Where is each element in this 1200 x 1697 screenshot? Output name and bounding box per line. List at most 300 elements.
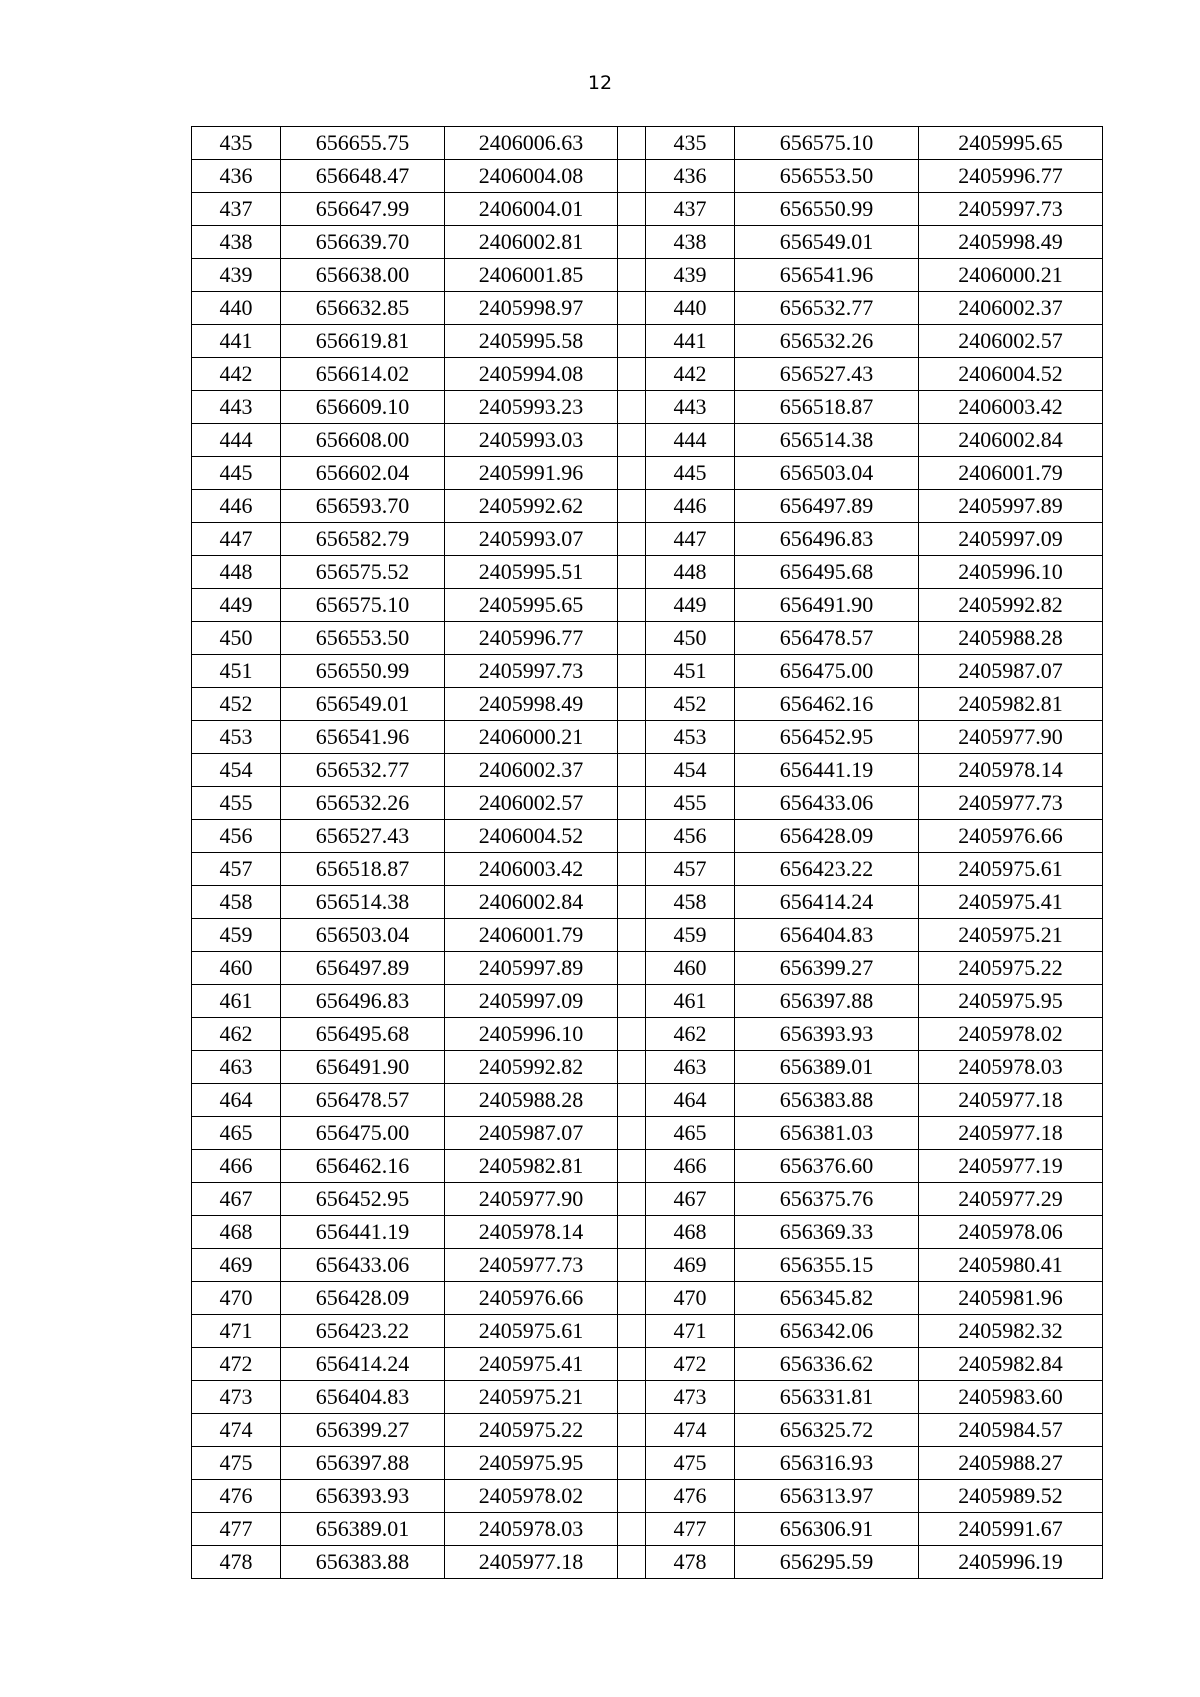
right-y-coordinate-cell: 2406002.37 [919,292,1103,325]
right-point-number-cell: 469 [646,1249,735,1282]
spacer-cell [618,919,646,952]
left-x-coordinate-cell: 656532.26 [281,787,445,820]
left-x-coordinate-cell: 656532.77 [281,754,445,787]
right-y-coordinate-cell: 2405989.52 [919,1480,1103,1513]
right-point-number-cell: 449 [646,589,735,622]
right-y-coordinate-cell: 2405975.61 [919,853,1103,886]
right-y-coordinate-cell: 2405977.19 [919,1150,1103,1183]
spacer-cell [618,787,646,820]
table-row [192,919,1103,952]
left-x-coordinate-cell: 656575.10 [281,589,445,622]
right-point-number-cell: 461 [646,985,735,1018]
left-y-coordinate-cell: 2405998.49 [445,688,618,721]
right-x-coordinate-cell: 656491.90 [735,589,919,622]
right-point-number-cell: 436 [646,160,735,193]
left-x-coordinate-cell: 656647.99 [281,193,445,226]
right-y-coordinate-cell: 2406001.79 [919,457,1103,490]
left-x-coordinate-cell: 656503.04 [281,919,445,952]
spacer-cell [618,1249,646,1282]
table-row [192,1216,1103,1249]
left-x-coordinate-cell: 656518.87 [281,853,445,886]
right-x-coordinate-cell: 656495.68 [735,556,919,589]
left-y-coordinate-cell: 2406002.57 [445,787,618,820]
left-point-number-cell: 463 [192,1051,281,1084]
right-x-coordinate-cell: 656550.99 [735,193,919,226]
right-x-coordinate-cell: 656514.38 [735,424,919,457]
right-point-number-cell: 447 [646,523,735,556]
right-point-number-cell: 459 [646,919,735,952]
right-point-number-cell: 475 [646,1447,735,1480]
left-x-coordinate-cell: 656428.09 [281,1282,445,1315]
left-point-number-cell: 456 [192,820,281,853]
left-x-coordinate-cell: 656475.00 [281,1117,445,1150]
left-point-number-cell: 477 [192,1513,281,1546]
table-row [192,589,1103,622]
right-y-coordinate-cell: 2405977.18 [919,1084,1103,1117]
right-y-coordinate-cell: 2405988.28 [919,622,1103,655]
left-y-coordinate-cell: 2405982.81 [445,1150,618,1183]
spacer-cell [618,292,646,325]
right-y-coordinate-cell: 2405977.73 [919,787,1103,820]
right-y-coordinate-cell: 2405983.60 [919,1381,1103,1414]
left-point-number-cell: 464 [192,1084,281,1117]
left-x-coordinate-cell: 656397.88 [281,1447,445,1480]
spacer-cell [618,490,646,523]
left-x-coordinate-cell: 656383.88 [281,1546,445,1579]
left-point-number-cell: 448 [192,556,281,589]
left-x-coordinate-cell: 656550.99 [281,655,445,688]
right-x-coordinate-cell: 656376.60 [735,1150,919,1183]
right-y-coordinate-cell: 2405998.49 [919,226,1103,259]
table-row [192,1513,1103,1546]
spacer-cell [618,325,646,358]
left-y-coordinate-cell: 2405977.90 [445,1183,618,1216]
left-x-coordinate-cell: 656478.57 [281,1084,445,1117]
right-point-number-cell: 451 [646,655,735,688]
right-y-coordinate-cell: 2405975.22 [919,952,1103,985]
left-point-number-cell: 447 [192,523,281,556]
left-point-number-cell: 441 [192,325,281,358]
left-x-coordinate-cell: 656655.75 [281,127,445,160]
spacer-cell [618,1546,646,1579]
table-row [192,754,1103,787]
left-x-coordinate-cell: 656393.93 [281,1480,445,1513]
right-y-coordinate-cell: 2405978.03 [919,1051,1103,1084]
right-point-number-cell: 435 [646,127,735,160]
right-y-coordinate-cell: 2406000.21 [919,259,1103,292]
left-y-coordinate-cell: 2406001.85 [445,259,618,292]
left-x-coordinate-cell: 656541.96 [281,721,445,754]
left-y-coordinate-cell: 2405975.95 [445,1447,618,1480]
right-y-coordinate-cell: 2405997.89 [919,490,1103,523]
right-y-coordinate-cell: 2406004.52 [919,358,1103,391]
right-y-coordinate-cell: 2405977.90 [919,721,1103,754]
table-row [192,556,1103,589]
left-point-number-cell: 475 [192,1447,281,1480]
right-x-coordinate-cell: 656414.24 [735,886,919,919]
left-y-coordinate-cell: 2405997.89 [445,952,618,985]
spacer-cell [618,754,646,787]
left-y-coordinate-cell: 2406000.21 [445,721,618,754]
right-y-coordinate-cell: 2405977.18 [919,1117,1103,1150]
right-y-coordinate-cell: 2405984.57 [919,1414,1103,1447]
table-row [192,655,1103,688]
right-y-coordinate-cell: 2405992.82 [919,589,1103,622]
right-x-coordinate-cell: 656518.87 [735,391,919,424]
right-point-number-cell: 463 [646,1051,735,1084]
right-point-number-cell: 455 [646,787,735,820]
table-row [192,721,1103,754]
left-x-coordinate-cell: 656433.06 [281,1249,445,1282]
left-x-coordinate-cell: 656609.10 [281,391,445,424]
left-y-coordinate-cell: 2406002.37 [445,754,618,787]
right-y-coordinate-cell: 2405997.09 [919,523,1103,556]
left-y-coordinate-cell: 2405978.14 [445,1216,618,1249]
right-point-number-cell: 442 [646,358,735,391]
left-point-number-cell: 478 [192,1546,281,1579]
left-y-coordinate-cell: 2405975.22 [445,1414,618,1447]
right-point-number-cell: 467 [646,1183,735,1216]
spacer-cell [618,127,646,160]
left-point-number-cell: 454 [192,754,281,787]
table-row [192,1414,1103,1447]
table-row [192,1183,1103,1216]
spacer-cell [618,1150,646,1183]
left-point-number-cell: 439 [192,259,281,292]
left-y-coordinate-cell: 2405993.07 [445,523,618,556]
left-y-coordinate-cell: 2405997.73 [445,655,618,688]
left-y-coordinate-cell: 2405996.77 [445,622,618,655]
table-row [192,226,1103,259]
right-point-number-cell: 446 [646,490,735,523]
table-row [192,523,1103,556]
right-point-number-cell: 448 [646,556,735,589]
table-row [192,160,1103,193]
table-row [192,1282,1103,1315]
left-y-coordinate-cell: 2405975.61 [445,1315,618,1348]
table-row [192,787,1103,820]
left-x-coordinate-cell: 656399.27 [281,1414,445,1447]
right-y-coordinate-cell: 2405980.41 [919,1249,1103,1282]
left-point-number-cell: 446 [192,490,281,523]
left-x-coordinate-cell: 656608.00 [281,424,445,457]
table-row [192,1447,1103,1480]
left-x-coordinate-cell: 656602.04 [281,457,445,490]
left-y-coordinate-cell: 2405988.28 [445,1084,618,1117]
right-x-coordinate-cell: 656532.26 [735,325,919,358]
left-point-number-cell: 470 [192,1282,281,1315]
left-point-number-cell: 462 [192,1018,281,1051]
left-point-number-cell: 457 [192,853,281,886]
right-point-number-cell: 462 [646,1018,735,1051]
spacer-cell [618,1513,646,1546]
table-row [192,1117,1103,1150]
right-point-number-cell: 456 [646,820,735,853]
right-y-coordinate-cell: 2405991.67 [919,1513,1103,1546]
right-x-coordinate-cell: 656478.57 [735,622,919,655]
spacer-cell [618,1348,646,1381]
right-y-coordinate-cell: 2405996.19 [919,1546,1103,1579]
spacer-cell [618,457,646,490]
right-x-coordinate-cell: 656295.59 [735,1546,919,1579]
left-y-coordinate-cell: 2405992.62 [445,490,618,523]
left-y-coordinate-cell: 2405976.66 [445,1282,618,1315]
right-x-coordinate-cell: 656575.10 [735,127,919,160]
right-x-coordinate-cell: 656389.01 [735,1051,919,1084]
table-row [192,886,1103,919]
left-point-number-cell: 465 [192,1117,281,1150]
spacer-cell [618,1381,646,1414]
right-x-coordinate-cell: 656452.95 [735,721,919,754]
left-point-number-cell: 453 [192,721,281,754]
right-x-coordinate-cell: 656549.01 [735,226,919,259]
left-x-coordinate-cell: 656423.22 [281,1315,445,1348]
table-row [192,193,1103,226]
table-row [192,985,1103,1018]
right-x-coordinate-cell: 656375.76 [735,1183,919,1216]
left-y-coordinate-cell: 2406006.63 [445,127,618,160]
right-x-coordinate-cell: 656497.89 [735,490,919,523]
right-x-coordinate-cell: 656369.33 [735,1216,919,1249]
page-number: 12 [587,72,613,94]
right-point-number-cell: 440 [646,292,735,325]
left-x-coordinate-cell: 656514.38 [281,886,445,919]
right-y-coordinate-cell: 2405978.06 [919,1216,1103,1249]
spacer-cell [618,1414,646,1447]
left-y-coordinate-cell: 2405994.08 [445,358,618,391]
left-y-coordinate-cell: 2405993.03 [445,424,618,457]
left-y-coordinate-cell: 2406003.42 [445,853,618,886]
right-point-number-cell: 473 [646,1381,735,1414]
right-point-number-cell: 457 [646,853,735,886]
right-x-coordinate-cell: 656428.09 [735,820,919,853]
right-x-coordinate-cell: 656441.19 [735,754,919,787]
right-x-coordinate-cell: 656306.91 [735,1513,919,1546]
left-point-number-cell: 438 [192,226,281,259]
right-y-coordinate-cell: 2405978.02 [919,1018,1103,1051]
spacer-cell [618,193,646,226]
right-x-coordinate-cell: 656527.43 [735,358,919,391]
table-row [192,325,1103,358]
right-point-number-cell: 443 [646,391,735,424]
right-x-coordinate-cell: 656342.06 [735,1315,919,1348]
spacer-cell [618,820,646,853]
left-x-coordinate-cell: 656497.89 [281,952,445,985]
left-y-coordinate-cell: 2405998.97 [445,292,618,325]
right-x-coordinate-cell: 656345.82 [735,1282,919,1315]
spacer-cell [618,1480,646,1513]
left-point-number-cell: 451 [192,655,281,688]
left-point-number-cell: 449 [192,589,281,622]
left-y-coordinate-cell: 2405978.02 [445,1480,618,1513]
left-y-coordinate-cell: 2405975.21 [445,1381,618,1414]
right-point-number-cell: 476 [646,1480,735,1513]
left-point-number-cell: 435 [192,127,281,160]
left-y-coordinate-cell: 2405996.10 [445,1018,618,1051]
left-point-number-cell: 461 [192,985,281,1018]
right-y-coordinate-cell: 2405982.32 [919,1315,1103,1348]
right-point-number-cell: 437 [646,193,735,226]
right-point-number-cell: 470 [646,1282,735,1315]
left-y-coordinate-cell: 2406002.84 [445,886,618,919]
table-row [192,127,1103,160]
coordinates-table-body [192,127,1103,1579]
spacer-cell [618,1183,646,1216]
left-point-number-cell: 469 [192,1249,281,1282]
table-row [192,1348,1103,1381]
spacer-cell [618,1216,646,1249]
left-y-coordinate-cell: 2405987.07 [445,1117,618,1150]
left-point-number-cell: 458 [192,886,281,919]
left-point-number-cell: 452 [192,688,281,721]
right-y-coordinate-cell: 2405977.29 [919,1183,1103,1216]
right-y-coordinate-cell: 2405981.96 [919,1282,1103,1315]
left-x-coordinate-cell: 656593.70 [281,490,445,523]
left-x-coordinate-cell: 656452.95 [281,1183,445,1216]
table-row [192,292,1103,325]
right-x-coordinate-cell: 656325.72 [735,1414,919,1447]
spacer-cell [618,226,646,259]
right-x-coordinate-cell: 656404.83 [735,919,919,952]
right-point-number-cell: 441 [646,325,735,358]
right-point-number-cell: 464 [646,1084,735,1117]
right-point-number-cell: 471 [646,1315,735,1348]
right-x-coordinate-cell: 656336.62 [735,1348,919,1381]
right-y-coordinate-cell: 2405982.81 [919,688,1103,721]
right-point-number-cell: 466 [646,1150,735,1183]
left-point-number-cell: 471 [192,1315,281,1348]
right-x-coordinate-cell: 656397.88 [735,985,919,1018]
left-y-coordinate-cell: 2405992.82 [445,1051,618,1084]
right-y-coordinate-cell: 2405996.10 [919,556,1103,589]
spacer-cell [618,589,646,622]
right-x-coordinate-cell: 656423.22 [735,853,919,886]
right-y-coordinate-cell: 2405978.14 [919,754,1103,787]
left-point-number-cell: 459 [192,919,281,952]
spacer-cell [618,655,646,688]
right-point-number-cell: 439 [646,259,735,292]
right-point-number-cell: 450 [646,622,735,655]
table-row [192,853,1103,886]
left-point-number-cell: 466 [192,1150,281,1183]
table-row [192,1480,1103,1513]
right-point-number-cell: 444 [646,424,735,457]
left-point-number-cell: 476 [192,1480,281,1513]
spacer-cell [618,622,646,655]
table-row [192,1018,1103,1051]
left-x-coordinate-cell: 656614.02 [281,358,445,391]
table-row [192,457,1103,490]
left-x-coordinate-cell: 656414.24 [281,1348,445,1381]
left-point-number-cell: 437 [192,193,281,226]
left-x-coordinate-cell: 656638.00 [281,259,445,292]
left-x-coordinate-cell: 656462.16 [281,1150,445,1183]
left-point-number-cell: 450 [192,622,281,655]
left-point-number-cell: 445 [192,457,281,490]
right-point-number-cell: 454 [646,754,735,787]
table-row [192,622,1103,655]
right-x-coordinate-cell: 656331.81 [735,1381,919,1414]
spacer-cell [618,1018,646,1051]
table-row [192,358,1103,391]
left-x-coordinate-cell: 656491.90 [281,1051,445,1084]
right-x-coordinate-cell: 656496.83 [735,523,919,556]
table-row [192,1381,1103,1414]
left-point-number-cell: 444 [192,424,281,457]
right-x-coordinate-cell: 656313.97 [735,1480,919,1513]
left-x-coordinate-cell: 656495.68 [281,1018,445,1051]
right-x-coordinate-cell: 656316.93 [735,1447,919,1480]
left-x-coordinate-cell: 656441.19 [281,1216,445,1249]
right-x-coordinate-cell: 656355.15 [735,1249,919,1282]
right-y-coordinate-cell: 2405987.07 [919,655,1103,688]
left-x-coordinate-cell: 656619.81 [281,325,445,358]
spacer-cell [618,1084,646,1117]
left-x-coordinate-cell: 656639.70 [281,226,445,259]
right-y-coordinate-cell: 2405982.84 [919,1348,1103,1381]
spacer-cell [618,424,646,457]
left-point-number-cell: 455 [192,787,281,820]
spacer-cell [618,1282,646,1315]
spacer-cell [618,259,646,292]
right-point-number-cell: 445 [646,457,735,490]
left-y-coordinate-cell: 2405995.51 [445,556,618,589]
table-row [192,1315,1103,1348]
right-point-number-cell: 452 [646,688,735,721]
spacer-cell [618,1051,646,1084]
spacer-cell [618,556,646,589]
spacer-cell [618,985,646,1018]
left-point-number-cell: 443 [192,391,281,424]
left-point-number-cell: 474 [192,1414,281,1447]
table-row [192,688,1103,721]
table-row [192,1051,1103,1084]
right-x-coordinate-cell: 656399.27 [735,952,919,985]
left-y-coordinate-cell: 2405995.58 [445,325,618,358]
left-point-number-cell: 442 [192,358,281,391]
spacer-cell [618,523,646,556]
left-point-number-cell: 467 [192,1183,281,1216]
right-y-coordinate-cell: 2405975.95 [919,985,1103,1018]
right-x-coordinate-cell: 656462.16 [735,688,919,721]
left-point-number-cell: 468 [192,1216,281,1249]
left-x-coordinate-cell: 656575.52 [281,556,445,589]
right-x-coordinate-cell: 656532.77 [735,292,919,325]
spacer-cell [618,391,646,424]
table-row [192,952,1103,985]
right-x-coordinate-cell: 656541.96 [735,259,919,292]
spacer-cell [618,721,646,754]
right-point-number-cell: 460 [646,952,735,985]
right-point-number-cell: 468 [646,1216,735,1249]
left-x-coordinate-cell: 656648.47 [281,160,445,193]
left-x-coordinate-cell: 656389.01 [281,1513,445,1546]
right-point-number-cell: 478 [646,1546,735,1579]
right-point-number-cell: 477 [646,1513,735,1546]
right-x-coordinate-cell: 656503.04 [735,457,919,490]
left-y-coordinate-cell: 2406001.79 [445,919,618,952]
coordinates-table [191,126,1103,1579]
table-row [192,820,1103,853]
left-y-coordinate-cell: 2405975.41 [445,1348,618,1381]
table-row [192,490,1103,523]
right-y-coordinate-cell: 2406003.42 [919,391,1103,424]
spacer-cell [618,688,646,721]
right-x-coordinate-cell: 656475.00 [735,655,919,688]
left-x-coordinate-cell: 656549.01 [281,688,445,721]
right-y-coordinate-cell: 2405996.77 [919,160,1103,193]
table-row [192,424,1103,457]
